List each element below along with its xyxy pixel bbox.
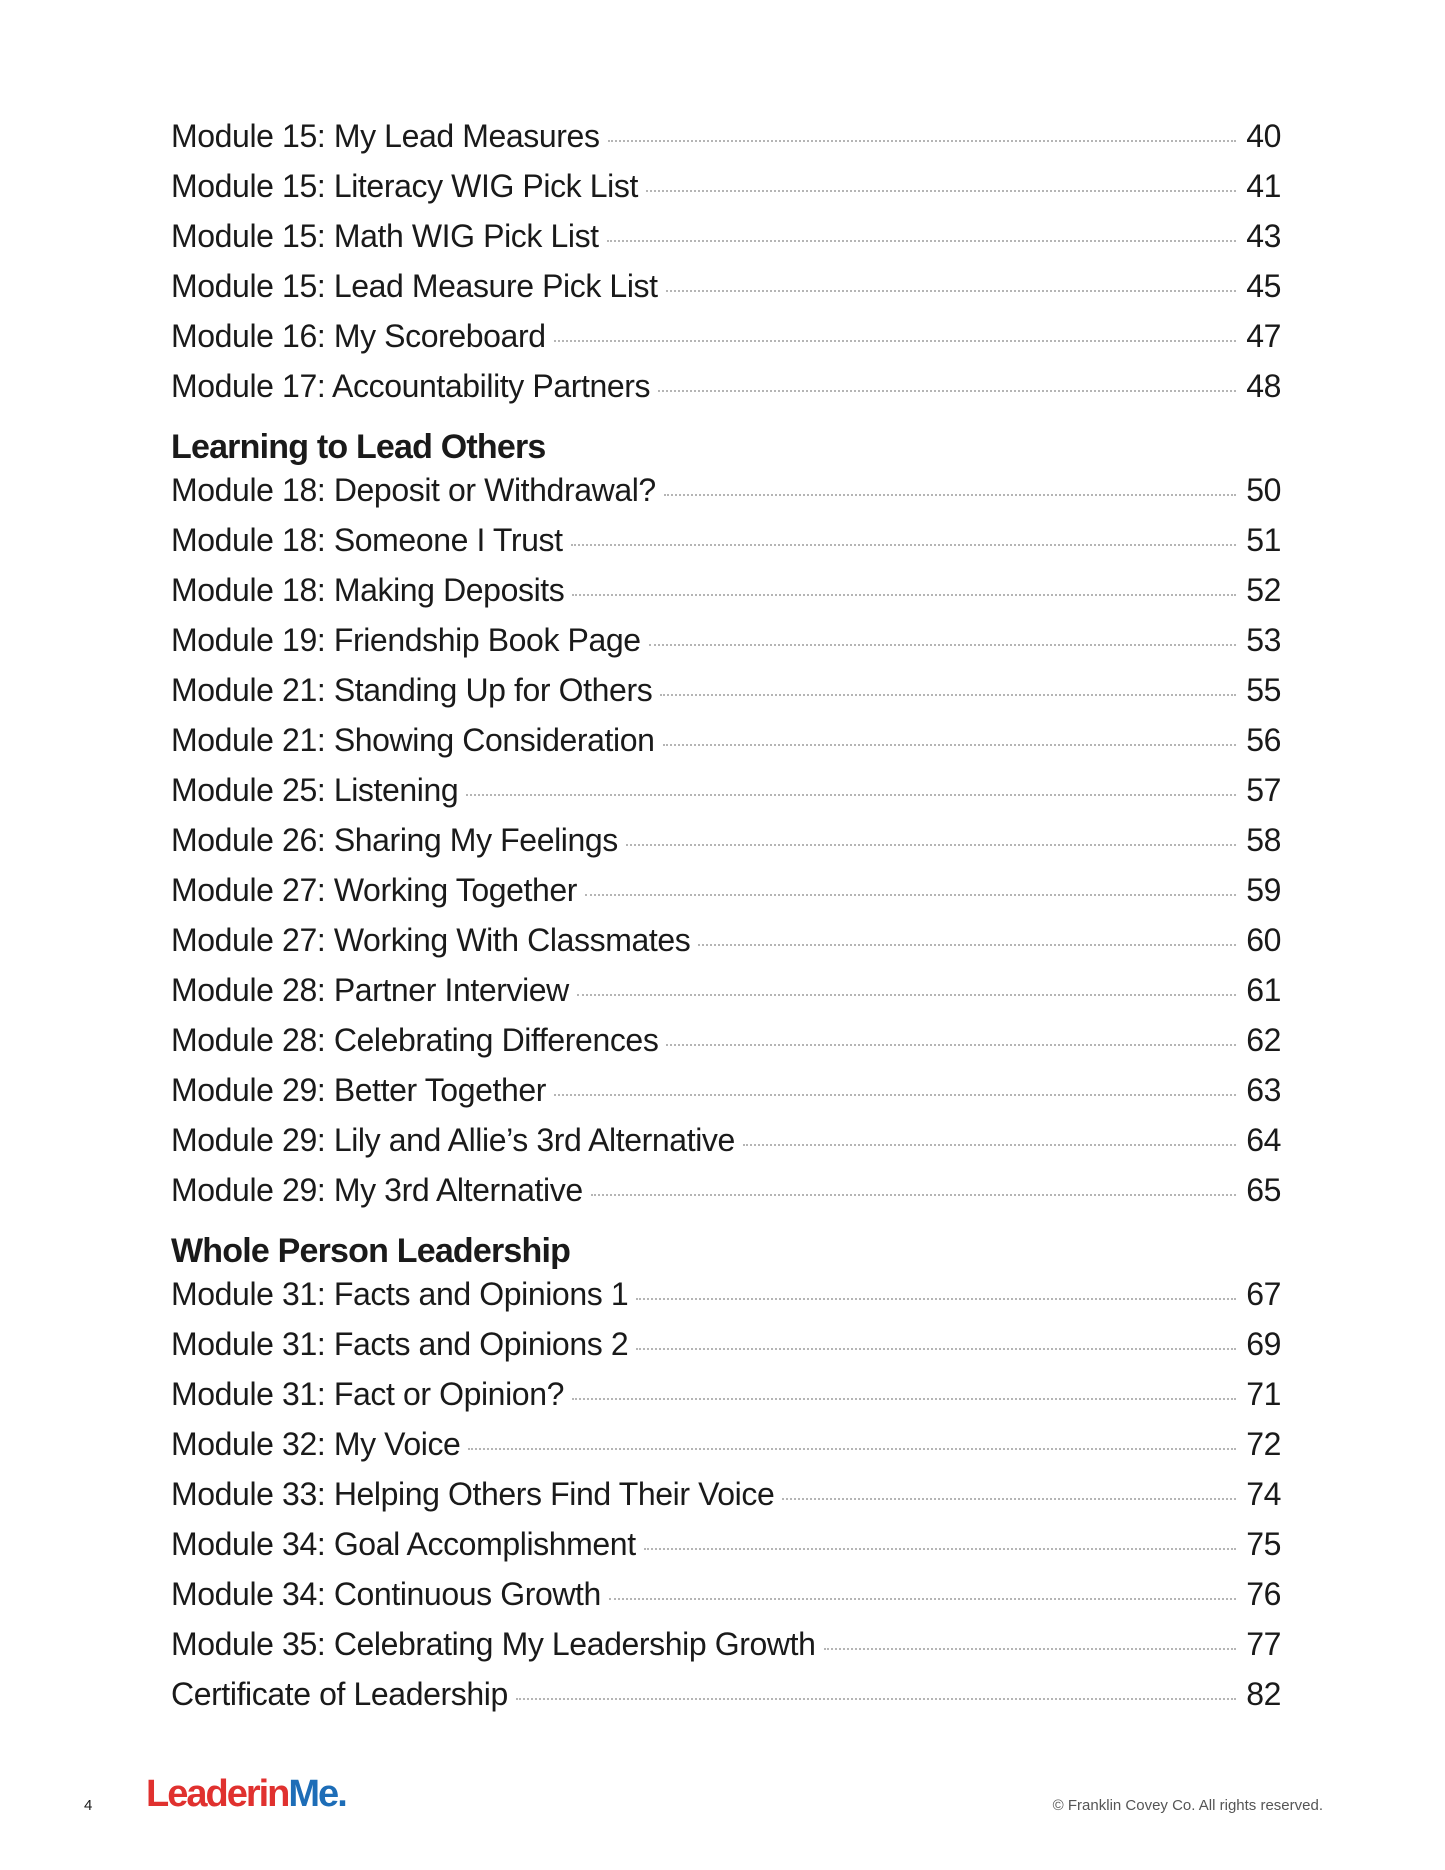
toc-entry[interactable] <box>171 1326 1281 1376</box>
toc-entry-title: Module 21: Showing Consideration <box>171 722 655 758</box>
toc-entry-title: Module 25: Listening <box>171 772 459 808</box>
toc-entry[interactable] <box>171 168 1281 218</box>
toc-entry[interactable] <box>171 822 1281 872</box>
toc-entry-title: Module 21: Standing Up for Others <box>171 672 653 708</box>
toc-entry-title: Module 28: Celebrating Differences <box>171 1022 659 1058</box>
dot-leader <box>591 1194 1236 1196</box>
dot-leader <box>636 1298 1236 1300</box>
toc-entry-title: Module 18: Someone I Trust <box>171 522 563 558</box>
toc-entry-title: Certificate of Leadership <box>171 1676 508 1712</box>
toc-entry[interactable] <box>171 1526 1281 1576</box>
toc-entry[interactable] <box>171 922 1281 972</box>
dot-leader <box>666 290 1237 292</box>
toc-entry-page: 41 <box>1246 168 1281 204</box>
toc-entry-title: Module 16: My Scoreboard <box>171 318 546 354</box>
toc-entry[interactable] <box>171 318 1281 368</box>
copyright-notice: © Franklin Covey Co. All rights reserved. <box>1052 1797 1323 1814</box>
toc-entry-title: Module 33: Helping Others Find Their Voice <box>171 1476 775 1512</box>
dot-leader <box>649 644 1237 646</box>
toc-entry[interactable] <box>171 1172 1281 1222</box>
dot-leader <box>608 140 1237 142</box>
toc-entry-page: 69 <box>1246 1326 1281 1362</box>
toc-entry-page: 45 <box>1246 268 1281 304</box>
toc-entry-title: Module 18: Deposit or Withdrawal? <box>171 472 656 508</box>
toc-entry-page: 53 <box>1246 622 1281 658</box>
toc-entry-page: 72 <box>1246 1426 1281 1462</box>
toc-entry-title: Module 35: Celebrating My Leadership Growth <box>171 1626 816 1662</box>
toc-entry[interactable] <box>171 522 1281 572</box>
logo-text-leader: Leader <box>146 1773 259 1815</box>
toc-entry-page: 55 <box>1246 672 1281 708</box>
toc-entry[interactable] <box>171 1022 1281 1072</box>
dot-leader <box>824 1648 1237 1650</box>
toc-entry-page: 82 <box>1246 1676 1281 1712</box>
toc-entry-title: Module 31: Facts and Opinions 2 <box>171 1326 629 1362</box>
toc-entry[interactable] <box>171 1426 1281 1476</box>
toc-entry-page: 65 <box>1246 1172 1281 1208</box>
toc-entry-page: 76 <box>1246 1576 1281 1612</box>
dot-leader <box>554 1094 1236 1096</box>
dot-leader <box>609 1598 1236 1600</box>
logo-text-in: in <box>258 1773 289 1815</box>
toc-entry-title: Module 15: Literacy WIG Pick List <box>171 168 638 204</box>
toc-entry[interactable] <box>171 1576 1281 1626</box>
toc-entry-page: 56 <box>1246 722 1281 758</box>
toc-entry-title: Module 32: My Voice <box>171 1426 461 1462</box>
toc-entry-page: 51 <box>1246 522 1281 558</box>
dot-leader <box>468 1448 1236 1450</box>
toc-entry-title: Module 15: Lead Measure Pick List <box>171 268 658 304</box>
toc-entry-page: 59 <box>1246 872 1281 908</box>
toc-entry[interactable] <box>171 472 1281 522</box>
toc-entry[interactable] <box>171 572 1281 622</box>
toc-group <box>171 1276 1281 1726</box>
dot-leader <box>646 190 1236 192</box>
toc-entry-title: Module 19: Friendship Book Page <box>171 622 641 658</box>
dot-leader <box>664 494 1236 496</box>
toc-entry[interactable] <box>171 1376 1281 1426</box>
toc-entry-page: 60 <box>1246 922 1281 958</box>
dot-leader <box>572 1398 1236 1400</box>
dot-leader <box>743 1144 1236 1146</box>
toc-entry-page: 57 <box>1246 772 1281 808</box>
page-number: 4 <box>84 1797 93 1814</box>
toc-entry[interactable] <box>171 118 1281 168</box>
toc-group <box>171 472 1281 1222</box>
dot-leader <box>644 1548 1237 1550</box>
dot-leader <box>572 594 1236 596</box>
dot-leader <box>466 794 1236 796</box>
toc-entry-page: 62 <box>1246 1022 1281 1058</box>
leader-in-me-logo <box>146 1770 346 1818</box>
dot-leader <box>577 994 1236 996</box>
dot-leader <box>782 1498 1236 1500</box>
toc-entry[interactable] <box>171 1276 1281 1326</box>
toc-entry[interactable] <box>171 622 1281 672</box>
toc-entry-title: Module 18: Making Deposits <box>171 572 565 608</box>
toc-entry-page: 67 <box>1246 1276 1281 1312</box>
toc-entry-title: Module 15: My Lead Measures <box>171 118 600 154</box>
toc-entry-title: Module 28: Partner Interview <box>171 972 569 1008</box>
dot-leader <box>658 390 1236 392</box>
table-of-contents <box>171 118 1281 1726</box>
toc-entry-page: 48 <box>1246 368 1281 404</box>
dot-leader <box>585 894 1236 896</box>
toc-entry[interactable] <box>171 1676 1281 1726</box>
toc-entry[interactable] <box>171 218 1281 268</box>
toc-entry[interactable] <box>171 1476 1281 1526</box>
toc-entry[interactable] <box>171 672 1281 722</box>
toc-entry[interactable] <box>171 872 1281 922</box>
toc-entry[interactable] <box>171 1122 1281 1172</box>
dot-leader <box>698 944 1236 946</box>
toc-entry-page: 52 <box>1246 572 1281 608</box>
dot-leader <box>571 544 1237 546</box>
dot-leader <box>636 1348 1236 1350</box>
toc-entry-title: Module 29: My 3rd Alternative <box>171 1172 583 1208</box>
toc-entry[interactable] <box>171 772 1281 822</box>
toc-entry-title: Module 17: Accountability Partners <box>171 368 651 404</box>
toc-entry-title: Module 27: Working With Classmates <box>171 922 691 958</box>
dot-leader <box>516 1698 1236 1700</box>
logo-text-me: Me. <box>288 1773 346 1815</box>
dot-leader <box>607 240 1237 242</box>
toc-entry[interactable] <box>171 972 1281 1022</box>
toc-entry-page: 77 <box>1246 1626 1281 1662</box>
toc-entry-title: Module 29: Better Together <box>171 1072 547 1108</box>
toc-entry-page: 43 <box>1246 218 1281 254</box>
toc-entry-title: Module 26: Sharing My Feelings <box>171 822 618 858</box>
toc-entry-title: Module 34: Continuous Growth <box>171 1576 601 1612</box>
toc-entry-page: 75 <box>1246 1526 1281 1562</box>
toc-group <box>171 118 1281 418</box>
toc-entry-page: 74 <box>1246 1476 1281 1512</box>
toc-entry-title: Module 34: Goal Accomplishment <box>171 1526 636 1562</box>
toc-entry[interactable] <box>171 368 1281 418</box>
toc-entry-page: 50 <box>1246 472 1281 508</box>
dot-leader <box>660 694 1236 696</box>
toc-entry-page: 64 <box>1246 1122 1281 1158</box>
toc-entry-page: 40 <box>1246 118 1281 154</box>
section-heading: Learning to Lead Others <box>171 428 546 466</box>
toc-entry-title: Module 15: Math WIG Pick List <box>171 218 599 254</box>
toc-entry-page: 47 <box>1246 318 1281 354</box>
dot-leader <box>554 340 1237 342</box>
toc-entry[interactable] <box>171 1626 1281 1676</box>
toc-entry[interactable] <box>171 722 1281 772</box>
dot-leader <box>666 1044 1236 1046</box>
toc-entry[interactable] <box>171 268 1281 318</box>
dot-leader <box>626 844 1236 846</box>
toc-entry-title: Module 31: Fact or Opinion? <box>171 1376 564 1412</box>
toc-entry-title: Module 27: Working Together <box>171 872 578 908</box>
toc-entry-page: 71 <box>1246 1376 1281 1412</box>
toc-entry-page: 63 <box>1246 1072 1281 1108</box>
toc-entry-title: Module 31: Facts and Opinions 1 <box>171 1276 629 1312</box>
toc-entry[interactable] <box>171 1072 1281 1122</box>
dot-leader <box>663 744 1237 746</box>
toc-entry-page: 61 <box>1246 972 1281 1008</box>
toc-entry-page: 58 <box>1246 822 1281 858</box>
toc-entry-title: Module 29: Lily and Allie’s 3rd Alternative <box>171 1122 735 1158</box>
section-heading: Whole Person Leadership <box>171 1232 571 1270</box>
